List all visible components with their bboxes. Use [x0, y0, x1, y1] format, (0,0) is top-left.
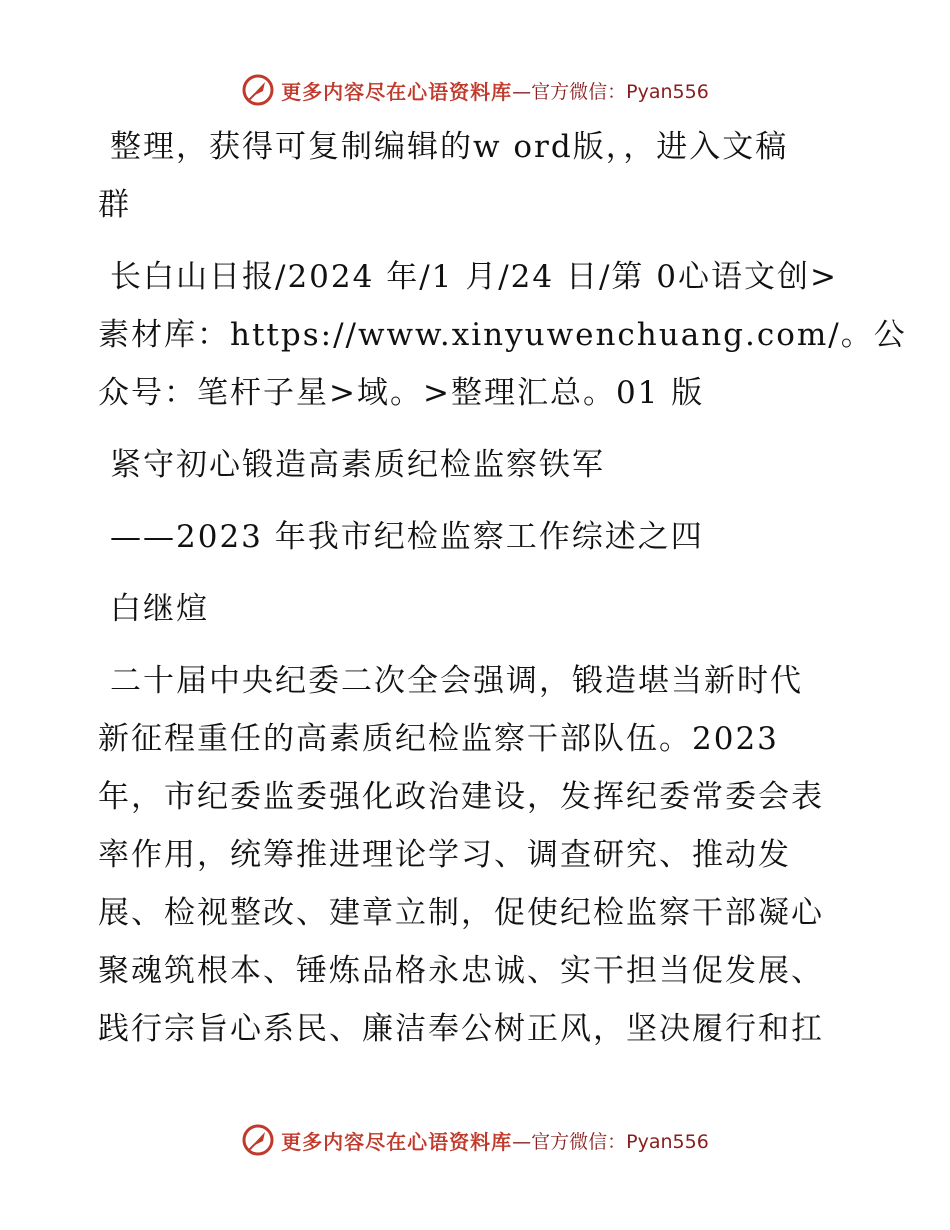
- footer-watermark: [0, 1120, 950, 1160]
- text-line: 长白山日报/2024 年/1 月/24 日/第 0心语文创>: [110, 259, 838, 295]
- article-author: [98, 580, 858, 638]
- text-line: ——2023 年我市纪检监察工作综述之四: [110, 519, 704, 555]
- quill-logo-icon: [241, 73, 275, 107]
- text-line: 聚魂筑根本、锤炼品格永忠诚、实干担当促发展、: [98, 953, 824, 989]
- article-subtitle: [98, 508, 858, 566]
- document-body: [98, 118, 907, 1072]
- header-watermark: [0, 70, 950, 110]
- article-title: [98, 436, 858, 494]
- quill-logo-icon: [241, 1123, 275, 1157]
- text-line: 新征程重任的高素质纪检监察干部队伍。2023: [98, 721, 779, 757]
- source-paragraph: [98, 248, 907, 422]
- text-line: 率作用，统筹推进理论学习、调查研究、推动发: [98, 837, 791, 873]
- watermark-suffix: —官方微信：Pyan556: [512, 80, 709, 103]
- text-line: 群: [98, 187, 131, 223]
- watermark-text: 更多内容尽在心语资料库: [281, 79, 513, 104]
- watermark-text: 更多内容尽在心语资料库: [281, 1129, 513, 1154]
- text-line: 白继煊: [110, 591, 209, 627]
- watermark-suffix: —官方微信：Pyan556: [512, 1130, 709, 1153]
- text-line: 践行宗旨心系民、廉洁奉公树正风，坚决履行和扛: [98, 1011, 824, 1047]
- text-line: 年，市纪委监委强化政治建设，发挥纪委常委会表: [98, 779, 824, 815]
- body-paragraph: [98, 652, 858, 1058]
- intro-paragraph: [98, 118, 858, 234]
- text-line: 众号：笔杆子星>域。>整理汇总。01 版: [98, 375, 705, 411]
- text-line: 整理，获得可复制编辑的w ord版，，进入文稿: [110, 129, 789, 165]
- text-line: 紧守初心锻造高素质纪检监察铁军: [110, 447, 605, 483]
- text-line: 展、检视整改、建章立制，促使纪检监察干部凝心: [98, 895, 824, 931]
- text-line: 素材库：https://www.xinyuwenchuang.com/。公: [98, 317, 907, 353]
- text-line: 二十届中央纪委二次全会强调，锻造堪当新时代: [110, 663, 803, 699]
